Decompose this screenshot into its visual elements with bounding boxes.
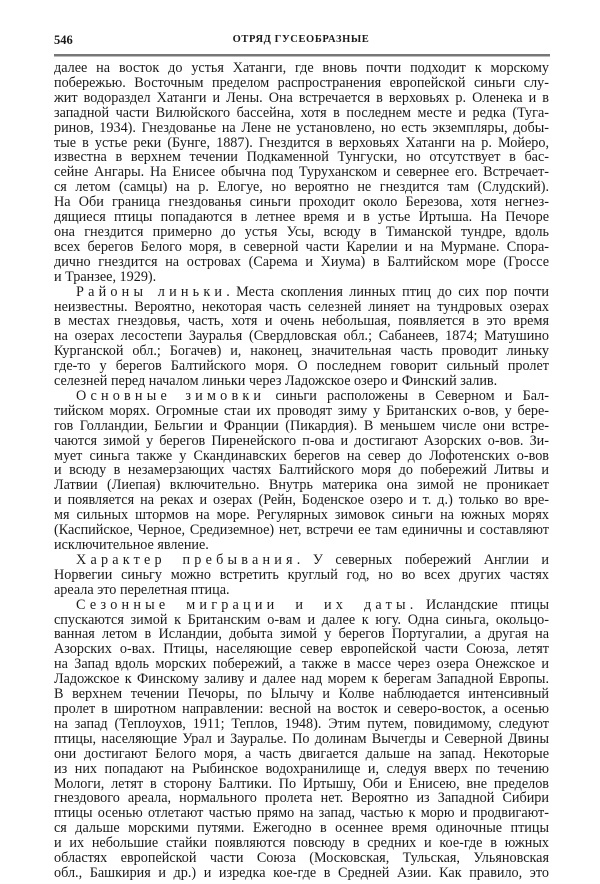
line-content [54, 821, 549, 836]
line-text: они достигают Белого моря, а часть двигается дальше на запад. Некоторые [54, 745, 549, 762]
text-line [54, 106, 549, 121]
text-line [54, 359, 549, 374]
text-line [54, 687, 549, 702]
page-number: 546 [54, 33, 73, 47]
line-text: ся летом (самцы) на р. Елогуе, но вероятно не гнездится там (Слудский). [54, 179, 549, 196]
line-text: гнездового ареала, нормального пролета нет. Вероятно из Западной Сибири [54, 790, 549, 807]
line-content [54, 702, 549, 717]
text-line [54, 613, 549, 628]
line-text: в местах гнездовья, часть, хотя и очень небольшая, появляется в это время [54, 313, 549, 330]
line-content [54, 195, 549, 210]
line-content [54, 300, 549, 315]
line-text: тийском морях. Огромные стаи их проводят зиму у Британских о-вов, у бере- [54, 402, 549, 419]
line-text: она гнездится примерно до устья Усы, всюду в Тиманской тундре, вдоль [54, 223, 549, 240]
text-line [54, 717, 549, 732]
line-content [54, 851, 549, 866]
text-line [54, 523, 549, 538]
line-text: гов Голландии, Бельгии и Франции (Пикардия). В меньшем числе они встре- [54, 417, 549, 434]
line-content [76, 553, 549, 568]
line-content [54, 791, 549, 806]
body-text [54, 61, 549, 881]
text-line [54, 419, 549, 434]
section-heading: Основные зимовки [76, 387, 266, 404]
line-content [54, 583, 549, 598]
line-text: ареала это перелетная птица. [54, 581, 230, 598]
text-line [54, 61, 549, 76]
text-line [54, 791, 549, 806]
text-line [54, 285, 549, 300]
text-line [54, 762, 549, 777]
line-content [54, 523, 549, 538]
line-text: сейне Ангары. На Енисее обычна под Туруханском и севернее его. Встречает- [54, 164, 549, 181]
line-content [54, 180, 549, 195]
line-content [54, 657, 549, 672]
line-text: дично гнездится на островах (Сарема и Хиума) в Балтийском море (Гроссе [54, 253, 549, 270]
text-line [54, 329, 549, 344]
line-text: спускаются зимой к Британским о-вам и далее к югу. Одна синьга, окольцо- [54, 611, 549, 628]
line-text: и всюду в незамерзающих частях Балтийского моря до побережий Литвы и [54, 462, 549, 479]
header-rule [54, 54, 550, 57]
line-text: птицы осенью отлетают частью прямо на запад, частью к морю и продвигают- [54, 805, 549, 822]
line-content [54, 121, 549, 136]
text-line [54, 598, 549, 613]
line-text: Азорских о-вах. Птицы, населяющие север европейской части Союза, летят [54, 641, 549, 658]
paragraph [54, 61, 549, 285]
text-line [54, 344, 549, 359]
line-text: На Оби граница гнездованья синьги проходит около Березова, хотя негнез- [54, 194, 549, 211]
text-line [54, 553, 549, 568]
paragraph [54, 285, 549, 389]
line-text: синьги расположены в Северном и Бал- [265, 387, 549, 404]
line-content [54, 568, 549, 583]
line-content [54, 165, 549, 180]
line-content [54, 493, 549, 508]
text-line [54, 747, 549, 762]
line-text: птицы, населяющие Урал и Зауралье. По долинам Вычегды и Северной Двины [54, 730, 549, 747]
line-content [54, 627, 549, 642]
line-content [54, 747, 549, 762]
line-text: далее на восток до устья Хатанги, где вновь почти подходит к морскому [54, 60, 549, 76]
text-line [54, 91, 549, 106]
text-line [54, 508, 549, 523]
line-content [54, 717, 549, 732]
text-line [54, 836, 549, 851]
text-line [54, 255, 549, 270]
line-content [54, 314, 549, 329]
text-line [54, 449, 549, 464]
text-line [54, 270, 549, 285]
line-text: на озерах лесостепи Зауралья (Свердловская обл.; Сабанеев, 1874; Матушино [54, 328, 549, 345]
line-text: Латвии (Лиепая) включительно. Внутрь материка она зимой не проникает [54, 477, 549, 494]
line-text: чаются зимой у берегов Пиренейского п-ова и достигают Азорских о-вов. Зи- [54, 432, 549, 449]
line-text: тые в устье реки (Бунге, 1887). Гнездится в верховьях Хатанги на р. Мойеро, [54, 134, 549, 151]
text-line [54, 150, 549, 165]
text-line [54, 657, 549, 672]
line-text: известна в верхнем течении Подкаменной Тунгуски, но отсутствует в бас- [54, 149, 549, 166]
line-content [76, 285, 549, 300]
line-text: жит водораздел Хатанги и Лены. Она встречается в верховьях р. Оленека и в [54, 89, 549, 106]
text-line [54, 777, 549, 792]
line-text: западной части Вилюйского бассейна, хотя в последнем месте и редка (Туга- [54, 104, 549, 121]
line-content [54, 836, 549, 851]
text-line [54, 583, 549, 598]
paragraph [54, 389, 549, 553]
line-content [54, 463, 549, 478]
text-line [54, 821, 549, 836]
line-content [54, 419, 549, 434]
line-text: дящиеся птицы попадаются в летнее время и в устье Иртыша. На Печоре [54, 209, 549, 226]
line-text: . У северных побережий Англии и [296, 551, 549, 568]
section-heading: Характер пребывания [76, 551, 297, 568]
text-line [54, 195, 549, 210]
line-text: В верхнем течении Печоры, по Ылычу и Колве наблюдается интенсивный [54, 686, 549, 703]
line-content [54, 374, 549, 389]
section-heading: Сезонные миграции и их даты [76, 596, 410, 613]
text-line [54, 642, 549, 657]
paragraph [54, 598, 549, 881]
text-line [54, 314, 549, 329]
line-text: мует синьга также у Скандинавских берегов на север до Лофотенских о-вов [54, 447, 549, 464]
line-text: Курганской обл.; Богачев) и, наконец, значительная часть проводит линьку [54, 343, 549, 360]
line-content [54, 762, 549, 777]
line-text: . Исландские птицы [409, 596, 549, 613]
line-content [54, 76, 549, 91]
text-line [54, 702, 549, 717]
text-line [54, 76, 549, 91]
paragraph [54, 553, 549, 598]
line-content [54, 404, 549, 419]
text-line [54, 851, 549, 866]
line-content [54, 106, 549, 121]
line-content [54, 732, 549, 747]
line-content [76, 389, 549, 404]
text-line [54, 300, 549, 315]
line-content [54, 642, 549, 657]
line-text: пролет в широтном направлении: весной на восток и северо-восток, а осенью [54, 700, 549, 717]
line-content [54, 777, 549, 792]
line-content [54, 210, 549, 225]
line-text: где-то у берегов Балтийского моря. О последнем говорит сильный пролет [54, 358, 549, 375]
line-content [54, 240, 549, 255]
running-title: ОТРЯД ГУСЕОБРАЗНЫЕ [232, 34, 370, 45]
line-text: (Каспийское, Черное, Средиземное) нет, встречи ее там единичны и составляют [54, 522, 549, 539]
line-content [54, 344, 549, 359]
text-line [54, 121, 549, 136]
text-line [54, 165, 549, 180]
line-text: Норвегии синьгу можно встретить круглый год, но во всех других частях [54, 566, 549, 583]
page-header [54, 33, 548, 49]
line-text: ванная летом в Исландии, добыта зимой у берегов Португалии, а другая на [54, 626, 549, 643]
text-line [54, 493, 549, 508]
line-content [76, 598, 549, 613]
line-text: на Запад вдоль морских побережий, а также в массе через озера Онежское и [54, 656, 549, 673]
line-content [54, 613, 549, 628]
section-heading: Районы линьки [76, 283, 227, 300]
line-content [54, 255, 549, 270]
line-content [54, 136, 549, 151]
text-line [54, 136, 549, 151]
line-content [54, 672, 549, 687]
line-text: и появляется на реках и озерах (Рейн, Боденское озеро и т. д.) только во вре- [54, 492, 549, 509]
text-line [54, 732, 549, 747]
line-text: и их небольшие стайки появляются повсюду в средних и кое-где в южных [54, 835, 549, 852]
text-line [54, 374, 549, 389]
text-line [54, 225, 549, 240]
line-text: ся дальше морскими путями. Ежегодно в осеннее время одиночные птицы [54, 820, 549, 837]
line-content [54, 150, 549, 165]
line-text: исключительное явление. [54, 537, 209, 553]
text-line [54, 627, 549, 642]
line-text: Мологи, летят в сторону Балтики. По Иртышу, Оби и Енисею, вне пределов [54, 775, 549, 792]
line-text: всех берегов Белого моря, в северной части Карелии и на Мурмане. Спора- [54, 238, 549, 255]
line-content [54, 866, 549, 881]
line-text: побережью. Восточным пределом распространения европейской синьги слу- [54, 74, 549, 91]
line-content [54, 91, 549, 106]
line-content [54, 449, 549, 464]
line-text: на запад (Теплоухов, 1911; Теплов, 1948). Этим путем, повидимому, следуют [54, 715, 549, 732]
line-text: . Места скопления линных птиц до сих пор почти [226, 283, 549, 300]
text-line [54, 240, 549, 255]
line-text: Ладожское к Финскому заливу и далее над морем к берегам Западной Европы. [54, 671, 549, 688]
line-content [54, 270, 549, 285]
line-content [54, 359, 549, 374]
text-line [54, 389, 549, 404]
line-content [54, 508, 549, 523]
line-content [54, 687, 549, 702]
line-text: неизвестны. Вероятно, некоторая часть селезней линяет на тундровых озерах [54, 298, 549, 315]
text-line [54, 538, 549, 553]
text-line [54, 404, 549, 419]
line-text: мя сильных штормов на море. Регулярных зимовок синьги на южных морях [54, 507, 549, 524]
text-line [54, 568, 549, 583]
line-content [54, 329, 549, 344]
line-text: из них попадают на Рыбинское водохранилище и, следуя вверх по течению [54, 760, 549, 777]
text-line [54, 434, 549, 449]
line-text: ринов, 1934). Гнездованье на Лене не установлено, но есть экземпляры, добы- [54, 119, 549, 136]
line-text: и Транзее, 1929). [54, 268, 157, 285]
line-content [54, 538, 549, 553]
text-line [54, 210, 549, 225]
text-line [54, 806, 549, 821]
text-line [54, 672, 549, 687]
text-line [54, 463, 549, 478]
line-text: областях европейской части Союза (Московская, Тульская, Ульяновская [54, 850, 549, 867]
line-text: обл., Башкирия и др.) и изредка кое-где в Средней Азии. Как правило, это [54, 864, 549, 881]
line-content [54, 806, 549, 821]
line-content [54, 478, 549, 493]
line-content [54, 225, 549, 240]
text-line [54, 478, 549, 493]
text-line [54, 180, 549, 195]
text-line [54, 866, 549, 881]
line-text: селезней перед началом линьки через Ладожское озеро и Финский залив. [54, 373, 498, 390]
line-content [54, 61, 549, 76]
line-content [54, 434, 549, 449]
